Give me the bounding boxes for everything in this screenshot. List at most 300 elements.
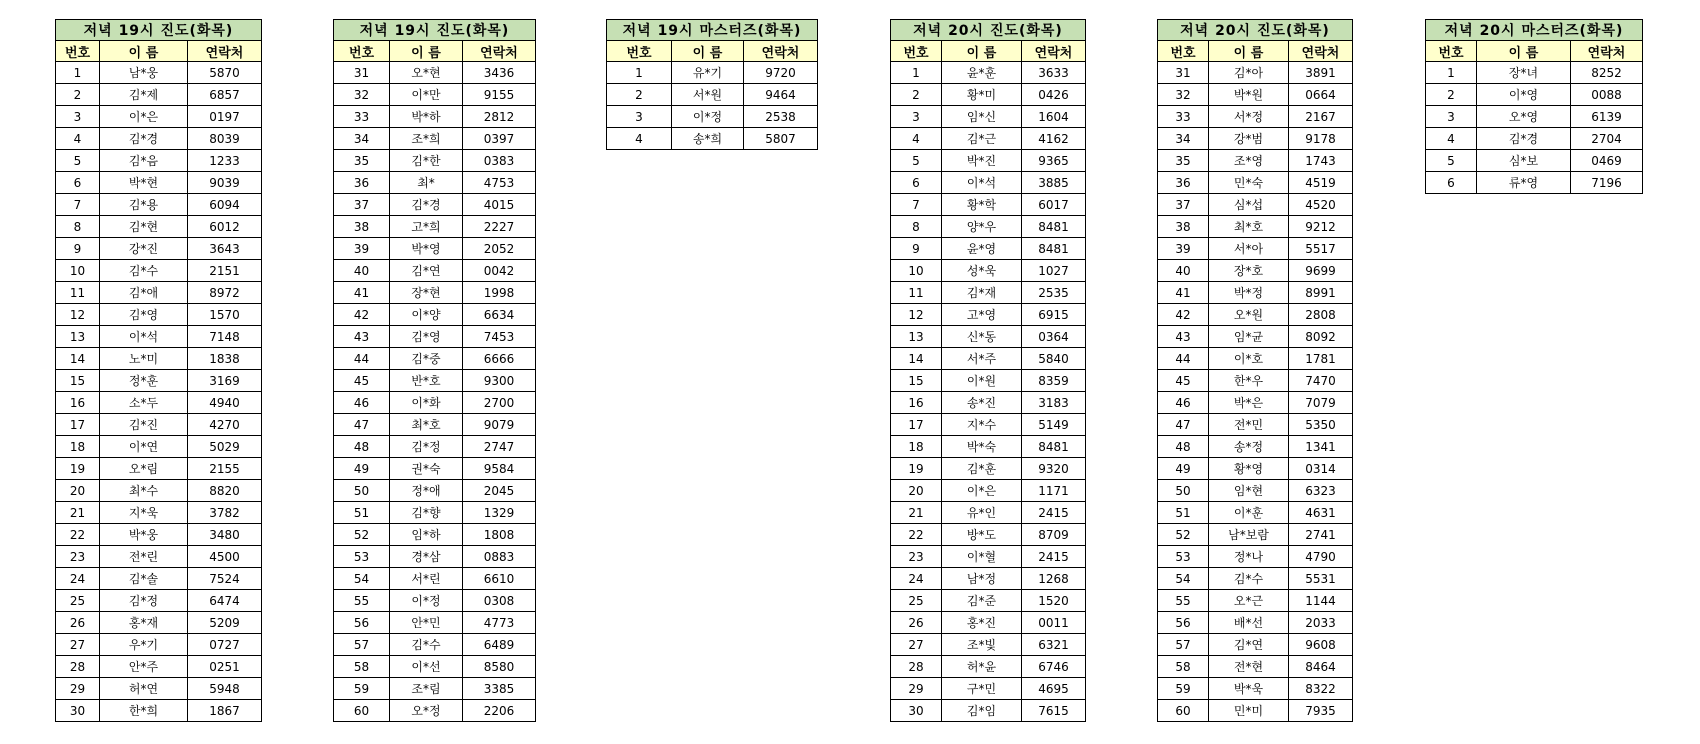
cell-contact: 9699 [1289, 260, 1353, 282]
table-row [334, 568, 536, 590]
table-row [56, 238, 262, 260]
cell-name: 김*영 [100, 304, 188, 326]
cell-contact: 1027 [1022, 260, 1086, 282]
cell-name: 박*욱 [1209, 678, 1289, 700]
cell-contact: 4631 [1289, 502, 1353, 524]
table-row [56, 700, 262, 722]
cell-contact: 2535 [1022, 282, 1086, 304]
cell-contact: 2741 [1289, 524, 1353, 546]
cell-number: 6 [1426, 172, 1477, 194]
table-row [334, 128, 536, 150]
cell-contact: 5807 [744, 128, 818, 150]
table-row [891, 634, 1086, 656]
cell-name: 박*원 [1209, 84, 1289, 106]
table-row [334, 678, 536, 700]
cell-number: 43 [334, 326, 390, 348]
cell-contact: 9079 [463, 414, 536, 436]
cell-number: 26 [891, 612, 942, 634]
cell-number: 2 [607, 84, 672, 106]
cell-name: 강*범 [1209, 128, 1289, 150]
cell-name: 이*선 [390, 656, 463, 678]
cell-name: 심*섭 [1209, 194, 1289, 216]
cell-contact: 3480 [188, 524, 262, 546]
cell-number: 4 [56, 128, 100, 150]
column-header-number: 번호 [334, 41, 390, 62]
cell-name: 장*녀 [1477, 62, 1571, 84]
table-row [891, 62, 1086, 84]
cell-name: 서*정 [1209, 106, 1289, 128]
table-row [56, 656, 262, 678]
cell-contact: 2700 [463, 392, 536, 414]
cell-contact: 6915 [1022, 304, 1086, 326]
cell-contact: 2415 [1022, 502, 1086, 524]
cell-name: 조*영 [1209, 150, 1289, 172]
cell-contact: 1329 [463, 502, 536, 524]
cell-name: 고*희 [390, 216, 463, 238]
cell-number: 34 [334, 128, 390, 150]
cell-contact: 7935 [1289, 700, 1353, 722]
table-title: 저녁 20시 진도(화목) [891, 20, 1086, 41]
table-row [891, 304, 1086, 326]
cell-number: 43 [1158, 326, 1209, 348]
cell-name: 홍*재 [100, 612, 188, 634]
table-row [1158, 150, 1353, 172]
table-row [1158, 590, 1353, 612]
cell-name: 김*제 [100, 84, 188, 106]
cell-number: 4 [607, 128, 672, 150]
cell-number: 28 [891, 656, 942, 678]
table-title: 저녁 19시 마스터즈(화목) [607, 20, 818, 41]
table-row [334, 84, 536, 106]
table-row [334, 260, 536, 282]
table-row [1158, 634, 1353, 656]
cell-name: 김*수 [390, 634, 463, 656]
cell-contact: 6746 [1022, 656, 1086, 678]
cell-name: 성*욱 [942, 260, 1022, 282]
cell-number: 46 [334, 392, 390, 414]
column-header-name: 이 름 [1209, 41, 1289, 62]
cell-contact: 4270 [188, 414, 262, 436]
cell-contact: 8991 [1289, 282, 1353, 304]
cell-number: 47 [334, 414, 390, 436]
cell-name: 김*수 [1209, 568, 1289, 590]
cell-contact: 3782 [188, 502, 262, 524]
cell-number: 38 [334, 216, 390, 238]
cell-name: 방*도 [942, 524, 1022, 546]
table-row [891, 216, 1086, 238]
table-row [1426, 106, 1643, 128]
cell-number: 3 [56, 106, 100, 128]
cell-contact: 4015 [463, 194, 536, 216]
cell-contact: 4520 [1289, 194, 1353, 216]
table-row [891, 414, 1086, 436]
cell-number: 10 [56, 260, 100, 282]
cell-number: 3 [1426, 106, 1477, 128]
table-row [334, 106, 536, 128]
cell-number: 32 [1158, 84, 1209, 106]
roster-table-2 [333, 19, 536, 722]
cell-contact: 5531 [1289, 568, 1353, 590]
cell-number: 15 [891, 370, 942, 392]
cell-contact: 1520 [1022, 590, 1086, 612]
cell-number: 40 [334, 260, 390, 282]
cell-name: 이*혈 [942, 546, 1022, 568]
table-row [1158, 326, 1353, 348]
cell-name: 전*린 [100, 546, 188, 568]
cell-contact: 1604 [1022, 106, 1086, 128]
roster-table-1 [55, 19, 262, 722]
cell-contact: 0042 [463, 260, 536, 282]
table-row [891, 150, 1086, 172]
column-header-contact: 연락처 [463, 41, 536, 62]
cell-contact: 0314 [1289, 458, 1353, 480]
cell-contact: 6634 [463, 304, 536, 326]
cell-contact: 5350 [1289, 414, 1353, 436]
table-row [56, 326, 262, 348]
cell-contact: 0727 [188, 634, 262, 656]
cell-name: 이*은 [100, 106, 188, 128]
cell-contact: 2704 [1571, 128, 1643, 150]
cell-name: 정*나 [1209, 546, 1289, 568]
cell-number: 20 [891, 480, 942, 502]
cell-contact: 1171 [1022, 480, 1086, 502]
cell-name: 경*삼 [390, 546, 463, 568]
cell-contact: 5517 [1289, 238, 1353, 260]
cell-name: 김*향 [390, 502, 463, 524]
table-row [1158, 304, 1353, 326]
table-row [1158, 700, 1353, 722]
cell-contact: 6474 [188, 590, 262, 612]
cell-contact: 2052 [463, 238, 536, 260]
table-row [891, 524, 1086, 546]
table-row [56, 348, 262, 370]
cell-number: 18 [56, 436, 100, 458]
cell-name: 오*정 [390, 700, 463, 722]
cell-name: 강*진 [100, 238, 188, 260]
cell-number: 2 [891, 84, 942, 106]
table-row [891, 392, 1086, 414]
cell-name: 이*훈 [1209, 502, 1289, 524]
cell-number: 56 [334, 612, 390, 634]
cell-name: 심*보 [1477, 150, 1571, 172]
cell-name: 반*호 [390, 370, 463, 392]
table-row [56, 106, 262, 128]
cell-number: 22 [56, 524, 100, 546]
table-row [891, 546, 1086, 568]
cell-contact: 0364 [1022, 326, 1086, 348]
table-row [334, 590, 536, 612]
cell-contact: 8481 [1022, 436, 1086, 458]
cell-contact: 7079 [1289, 392, 1353, 414]
cell-number: 7 [891, 194, 942, 216]
table-row [56, 216, 262, 238]
table-row [891, 568, 1086, 590]
cell-contact: 9300 [463, 370, 536, 392]
cell-number: 24 [56, 568, 100, 590]
table-row [334, 524, 536, 546]
cell-number: 25 [56, 590, 100, 612]
cell-name: 송*희 [672, 128, 744, 150]
cell-contact: 6139 [1571, 106, 1643, 128]
cell-name: 최* [390, 172, 463, 194]
cell-name: 김*중 [390, 348, 463, 370]
cell-name: 허*윤 [942, 656, 1022, 678]
table-row [334, 370, 536, 392]
column-header-number: 번호 [891, 41, 942, 62]
cell-number: 39 [1158, 238, 1209, 260]
cell-contact: 2045 [463, 480, 536, 502]
table-row [56, 502, 262, 524]
cell-contact: 3891 [1289, 62, 1353, 84]
table-row [891, 700, 1086, 722]
cell-number: 45 [1158, 370, 1209, 392]
cell-contact: 8580 [463, 656, 536, 678]
cell-number: 48 [334, 436, 390, 458]
cell-contact: 9365 [1022, 150, 1086, 172]
table-title: 저녁 19시 진도(화목) [56, 20, 262, 41]
table-row [56, 392, 262, 414]
cell-number: 6 [56, 172, 100, 194]
cell-number: 9 [891, 238, 942, 260]
table-row [1158, 106, 1353, 128]
cell-number: 10 [891, 260, 942, 282]
column-header-name: 이 름 [1477, 41, 1571, 62]
table-row [334, 458, 536, 480]
table-row [1158, 414, 1353, 436]
cell-contact: 9212 [1289, 216, 1353, 238]
table-row [891, 590, 1086, 612]
cell-number: 55 [334, 590, 390, 612]
column-header-name: 이 름 [100, 41, 188, 62]
cell-number: 59 [334, 678, 390, 700]
table-row [1158, 392, 1353, 414]
cell-number: 34 [1158, 128, 1209, 150]
table-row [1426, 128, 1643, 150]
cell-name: 김*애 [100, 282, 188, 304]
cell-name: 황*영 [1209, 458, 1289, 480]
cell-contact: 4790 [1289, 546, 1353, 568]
cell-name: 최*수 [100, 480, 188, 502]
table-row [334, 150, 536, 172]
cell-number: 16 [56, 392, 100, 414]
table-row [1158, 348, 1353, 370]
cell-number: 13 [56, 326, 100, 348]
cell-number: 1 [607, 62, 672, 84]
cell-number: 37 [1158, 194, 1209, 216]
table-row [334, 326, 536, 348]
table-row [56, 84, 262, 106]
cell-contact: 7615 [1022, 700, 1086, 722]
cell-number: 12 [56, 304, 100, 326]
table-row [1158, 458, 1353, 480]
cell-contact: 8359 [1022, 370, 1086, 392]
cell-contact: 1144 [1289, 590, 1353, 612]
cell-name: 김*진 [100, 414, 188, 436]
cell-contact: 8464 [1289, 656, 1353, 678]
cell-contact: 6017 [1022, 194, 1086, 216]
cell-number: 30 [891, 700, 942, 722]
cell-number: 33 [1158, 106, 1209, 128]
table-row [56, 480, 262, 502]
cell-name: 오*영 [1477, 106, 1571, 128]
cell-number: 44 [1158, 348, 1209, 370]
cell-number: 28 [56, 656, 100, 678]
cell-name: 오*근 [1209, 590, 1289, 612]
cell-name: 우*기 [100, 634, 188, 656]
cell-name: 황*학 [942, 194, 1022, 216]
cell-number: 56 [1158, 612, 1209, 634]
cell-name: 지*수 [942, 414, 1022, 436]
table-row [56, 128, 262, 150]
cell-number: 58 [334, 656, 390, 678]
cell-name: 조*희 [390, 128, 463, 150]
cell-contact: 3169 [188, 370, 262, 392]
cell-number: 12 [891, 304, 942, 326]
cell-contact: 0469 [1571, 150, 1643, 172]
cell-name: 이*정 [672, 106, 744, 128]
cell-name: 한*희 [100, 700, 188, 722]
cell-number: 29 [891, 678, 942, 700]
table-row [56, 150, 262, 172]
cell-contact: 4519 [1289, 172, 1353, 194]
cell-name: 정*애 [390, 480, 463, 502]
table-row [56, 62, 262, 84]
table-row [1158, 656, 1353, 678]
cell-number: 36 [334, 172, 390, 194]
table-row [56, 282, 262, 304]
table-row [334, 392, 536, 414]
cell-number: 55 [1158, 590, 1209, 612]
cell-contact: 1743 [1289, 150, 1353, 172]
cell-name: 남*보람 [1209, 524, 1289, 546]
cell-contact: 0383 [463, 150, 536, 172]
table-row [56, 260, 262, 282]
cell-name: 유*기 [672, 62, 744, 84]
cell-name: 허*연 [100, 678, 188, 700]
cell-number: 29 [56, 678, 100, 700]
cell-name: 김*근 [942, 128, 1022, 150]
cell-number: 1 [891, 62, 942, 84]
roster-table-5 [1157, 19, 1353, 722]
table-row [334, 304, 536, 326]
cell-number: 46 [1158, 392, 1209, 414]
table-row [891, 194, 1086, 216]
cell-name: 서*원 [672, 84, 744, 106]
cell-contact: 1268 [1022, 568, 1086, 590]
table-row [607, 84, 818, 106]
cell-number: 16 [891, 392, 942, 414]
cell-number: 49 [334, 458, 390, 480]
cell-contact: 3183 [1022, 392, 1086, 414]
cell-number: 11 [891, 282, 942, 304]
cell-contact: 1808 [463, 524, 536, 546]
cell-name: 김*음 [100, 150, 188, 172]
cell-number: 8 [891, 216, 942, 238]
cell-name: 지*욱 [100, 502, 188, 524]
cell-number: 42 [334, 304, 390, 326]
cell-name: 안*민 [390, 612, 463, 634]
cell-name: 김*한 [390, 150, 463, 172]
table-row [1158, 436, 1353, 458]
cell-contact: 4500 [188, 546, 262, 568]
cell-number: 26 [56, 612, 100, 634]
roster-table-4 [890, 19, 1086, 722]
cell-contact: 5029 [188, 436, 262, 458]
cell-name: 전*현 [1209, 656, 1289, 678]
cell-contact: 1570 [188, 304, 262, 326]
cell-contact: 0251 [188, 656, 262, 678]
column-header-contact: 연락처 [1022, 41, 1086, 62]
table-row [56, 546, 262, 568]
cell-number: 21 [891, 502, 942, 524]
table-row [891, 106, 1086, 128]
table-row [56, 524, 262, 546]
cell-name: 임*현 [1209, 480, 1289, 502]
table-row [334, 612, 536, 634]
table-row [891, 260, 1086, 282]
cell-name: 민*숙 [1209, 172, 1289, 194]
cell-contact: 8709 [1022, 524, 1086, 546]
table-row [1426, 62, 1643, 84]
table-row [891, 172, 1086, 194]
table-row [1158, 172, 1353, 194]
cell-name: 박*웅 [100, 524, 188, 546]
cell-contact: 0664 [1289, 84, 1353, 106]
cell-name: 이*영 [1477, 84, 1571, 106]
cell-contact: 9608 [1289, 634, 1353, 656]
cell-contact: 3885 [1022, 172, 1086, 194]
cell-number: 51 [334, 502, 390, 524]
table-row [891, 502, 1086, 524]
cell-contact: 1233 [188, 150, 262, 172]
cell-name: 오*현 [390, 62, 463, 84]
table-row [334, 238, 536, 260]
table-row [1158, 238, 1353, 260]
table-row [607, 128, 818, 150]
cell-name: 김*훈 [942, 458, 1022, 480]
cell-name: 이*석 [100, 326, 188, 348]
cell-name: 박*하 [390, 106, 463, 128]
table-row [1158, 260, 1353, 282]
cell-name: 민*미 [1209, 700, 1289, 722]
cell-contact: 6012 [188, 216, 262, 238]
cell-name: 이*만 [390, 84, 463, 106]
cell-contact: 3436 [463, 62, 536, 84]
table-row [1426, 172, 1643, 194]
table-row [56, 436, 262, 458]
cell-contact: 9039 [188, 172, 262, 194]
cell-name: 김*영 [390, 326, 463, 348]
cell-name: 김*연 [1209, 634, 1289, 656]
cell-contact: 2808 [1289, 304, 1353, 326]
table-row [891, 128, 1086, 150]
table-row [56, 458, 262, 480]
table-row [56, 194, 262, 216]
cell-contact: 5209 [188, 612, 262, 634]
table-row [891, 238, 1086, 260]
cell-contact: 3385 [463, 678, 536, 700]
table-row [891, 370, 1086, 392]
cell-number: 3 [891, 106, 942, 128]
cell-contact: 5948 [188, 678, 262, 700]
cell-number: 32 [334, 84, 390, 106]
cell-contact: 2538 [744, 106, 818, 128]
cell-number: 53 [334, 546, 390, 568]
cell-contact: 2747 [463, 436, 536, 458]
cell-name: 장*호 [1209, 260, 1289, 282]
cell-number: 15 [56, 370, 100, 392]
table-row [1158, 216, 1353, 238]
